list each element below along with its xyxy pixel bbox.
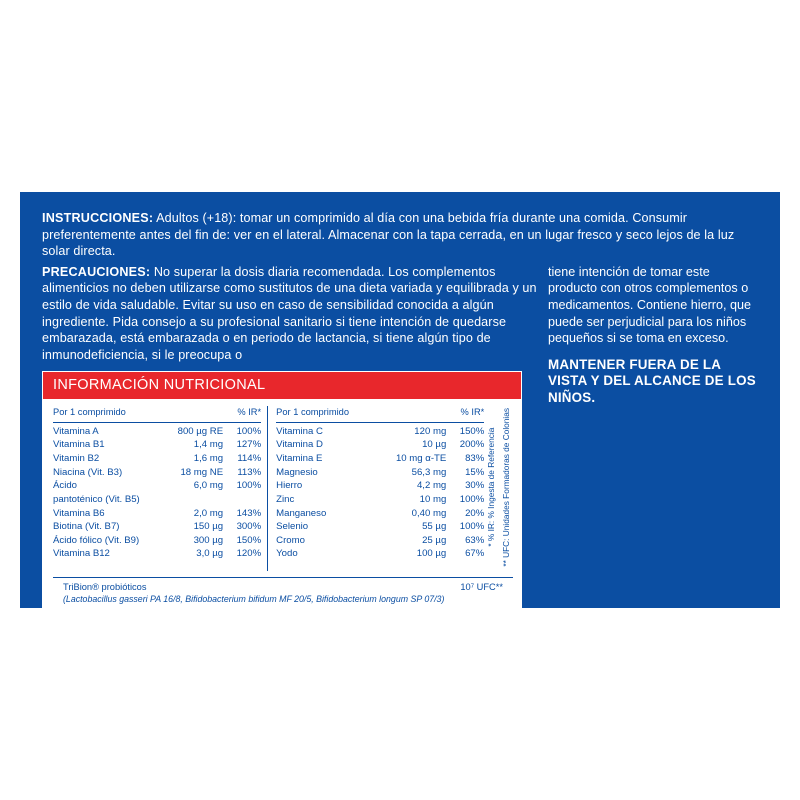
cell-amount: 18 mg NE bbox=[180, 466, 224, 478]
cell-ir: 100% bbox=[459, 521, 485, 533]
cell-ir: 150% bbox=[236, 534, 262, 546]
table-row bbox=[276, 493, 484, 507]
cell-amount: 300 µg bbox=[193, 534, 224, 546]
table-row bbox=[276, 534, 484, 548]
cell-amount: 150 µg bbox=[193, 521, 224, 533]
table-row bbox=[276, 548, 484, 562]
cell-amount: 1,4 mg bbox=[193, 439, 224, 451]
cell-ir: 100% bbox=[459, 493, 485, 505]
probiotics-row bbox=[63, 581, 503, 594]
nutrition-column-left bbox=[53, 406, 268, 571]
col-header-ir: % IR* bbox=[450, 406, 484, 422]
cell-name: Cromo bbox=[276, 534, 305, 546]
cell-ir: 63% bbox=[465, 534, 485, 546]
precautions-continued-text: tiene intención de tomar este producto con otros complementos o medicamentos. Contiene hierro, que puede ser perjudicial para los niños pequeños si se toma en exceso. bbox=[548, 264, 752, 346]
nutrition-column-right bbox=[268, 406, 484, 571]
cell-ir: 30% bbox=[465, 480, 485, 492]
cell-amount: 56,3 mg bbox=[411, 466, 447, 478]
nutrition-tables bbox=[53, 406, 484, 571]
label-panel bbox=[20, 192, 780, 608]
cell-amount: 1,6 mg bbox=[193, 452, 224, 464]
footnote-ir: * % IR: % Ingesta de Referencia bbox=[486, 428, 497, 548]
precautions-heading: PRECAUCIONES: bbox=[42, 264, 151, 279]
col-header-amount bbox=[164, 406, 227, 422]
cell-ir: 127% bbox=[236, 439, 262, 451]
table-row bbox=[276, 422, 484, 439]
nutrition-title: INFORMACIÓN NUTRICIONAL bbox=[43, 372, 521, 399]
table-row bbox=[53, 493, 261, 507]
precautions-wrap bbox=[42, 264, 758, 614]
nutrition-table-right bbox=[276, 406, 484, 561]
table-row bbox=[276, 439, 484, 453]
cell-ir: 114% bbox=[237, 452, 262, 464]
cell-name: Vitamin B2 bbox=[53, 452, 100, 464]
cell-ir: 150% bbox=[459, 425, 485, 437]
table-header-row bbox=[53, 406, 261, 422]
col-header-ir: % IR* bbox=[227, 406, 261, 422]
keep-away-warning: MANTENER FUERA DE LA VISTA Y DEL ALCANCE DE LOS NIÑOS. bbox=[548, 356, 756, 405]
precautions-right-column bbox=[548, 264, 758, 614]
cell-name: Zinc bbox=[276, 493, 295, 505]
cell-amount: 2,0 mg bbox=[193, 507, 224, 519]
table-row bbox=[53, 507, 261, 521]
footnote-ufc: ** UFC: Unidades Formadoras de Colonias bbox=[500, 408, 511, 568]
cell-name: Selenio bbox=[276, 521, 309, 533]
instructions-block bbox=[42, 210, 758, 260]
cell-name: Vitamina B12 bbox=[53, 548, 110, 560]
cell-amount: 120 mg bbox=[414, 425, 447, 437]
nutrition-footer bbox=[53, 577, 513, 612]
table-row bbox=[276, 507, 484, 521]
cell-ir: 100% bbox=[236, 480, 262, 492]
cell-amount: 10 mg bbox=[419, 493, 447, 505]
cell-amount: 55 µg bbox=[422, 521, 447, 533]
cell-ir: 143% bbox=[236, 507, 262, 519]
cell-amount: 6,0 mg bbox=[193, 480, 224, 492]
cell-name: Hierro bbox=[276, 480, 303, 492]
instructions-paragraph bbox=[42, 210, 758, 260]
cell-amount: 10 µg bbox=[422, 439, 447, 451]
precautions-text: No superar la dosis diaria recomendada. Los complementos alimenticios no deben utilizarse como sustitutos de una dieta variada y equilibrada y un estilo de vida saludable. Evitar su uso en caso de sensibilidad conocida a algún ingrediente. Pida consejo a su profesional sanitario si tiene intención de quedarse embarazada, está embarazada o en periodo de lactancia, si tiene algún tipo de inmunodeficiencia, si le preocupa o bbox=[42, 264, 537, 362]
table-row bbox=[53, 521, 261, 535]
cell-name: Vitamina B1 bbox=[53, 439, 105, 451]
cell-ir: 113% bbox=[237, 466, 262, 478]
cell-ir: 67% bbox=[465, 548, 485, 560]
instructions-text: Adultos (+18): tomar un comprimido al día con una bebida fría durante una comida. Consumir preferentemente antes del fin de: ver en el lateral. Almacenar con la tapa cerrada, en un lugar fresco y seco lejos de la luz solar directa. bbox=[42, 211, 735, 259]
cell-name: Vitamina C bbox=[276, 425, 323, 437]
cell-name: Vitamina D bbox=[276, 439, 323, 451]
precautions-left-column bbox=[42, 264, 538, 614]
cell-name: Vitamina E bbox=[276, 452, 323, 464]
table-header-row bbox=[276, 406, 484, 422]
cell-amount: 25 µg bbox=[422, 534, 447, 546]
table-row bbox=[276, 480, 484, 494]
cell-amount bbox=[164, 493, 227, 507]
cell-name: Vitamina B6 bbox=[53, 507, 105, 519]
cell-name: Biotina (Vit. B7) bbox=[53, 521, 120, 533]
cell-amount: 800 µg RE bbox=[177, 425, 224, 437]
cell-ir: 200% bbox=[459, 439, 485, 451]
table-row bbox=[53, 452, 261, 466]
cell-ir: 15% bbox=[465, 466, 485, 478]
cell-name: pantoténico (Vit. B5) bbox=[53, 493, 140, 505]
cell-ir: 120% bbox=[236, 548, 262, 560]
table-row bbox=[53, 466, 261, 480]
cell-ir: 20% bbox=[465, 507, 485, 519]
table-row bbox=[53, 439, 261, 453]
table-row bbox=[53, 534, 261, 548]
cell-ir bbox=[227, 493, 261, 507]
cell-name: Niacina (Vit. B3) bbox=[53, 466, 123, 478]
precautions-block bbox=[42, 264, 538, 364]
col-header-name: Por 1 comprimido bbox=[276, 406, 376, 422]
nutrition-columns bbox=[43, 399, 521, 577]
probiotics-cfu: 10⁷ UFC** bbox=[460, 582, 503, 593]
table-row bbox=[276, 521, 484, 535]
instructions-heading: INSTRUCCIONES: bbox=[42, 211, 154, 225]
probiotics-label: TriBion® probióticos bbox=[63, 582, 147, 593]
col-header-name: Por 1 comprimido bbox=[53, 406, 164, 422]
cell-name: Ácido bbox=[53, 480, 77, 492]
table-row bbox=[53, 480, 261, 494]
cell-amount: 3,0 µg bbox=[196, 548, 224, 560]
cell-ir: 300% bbox=[236, 521, 262, 533]
precautions-paragraph bbox=[42, 264, 538, 364]
cell-amount: 10 mg α-TE bbox=[395, 452, 447, 464]
probiotics-strains: (Lactobacillus gasseri PA 16/8, Bifidobacterium bifidum MF 20/5, Bifidobacterium longum SP 07/3) bbox=[63, 593, 445, 604]
cell-name: Manganeso bbox=[276, 507, 327, 519]
cell-amount: 4,2 mg bbox=[416, 480, 447, 492]
cell-amount: 0,40 mg bbox=[411, 507, 447, 519]
table-row bbox=[276, 452, 484, 466]
cell-amount: 100 µg bbox=[416, 548, 447, 560]
col-header-amount bbox=[376, 406, 450, 422]
cell-name: Ácido fólico (Vit. B9) bbox=[53, 534, 140, 546]
cell-ir: 100% bbox=[236, 425, 262, 437]
cell-ir: 83% bbox=[465, 452, 485, 464]
table-row bbox=[276, 466, 484, 480]
table-row bbox=[53, 422, 261, 439]
nutrition-table-left bbox=[53, 406, 261, 561]
nutrition-box bbox=[42, 371, 522, 613]
cell-name: Magnesio bbox=[276, 466, 318, 478]
table-row bbox=[53, 548, 261, 562]
cell-name: Vitamina A bbox=[53, 425, 99, 437]
cell-name: Yodo bbox=[276, 548, 298, 560]
